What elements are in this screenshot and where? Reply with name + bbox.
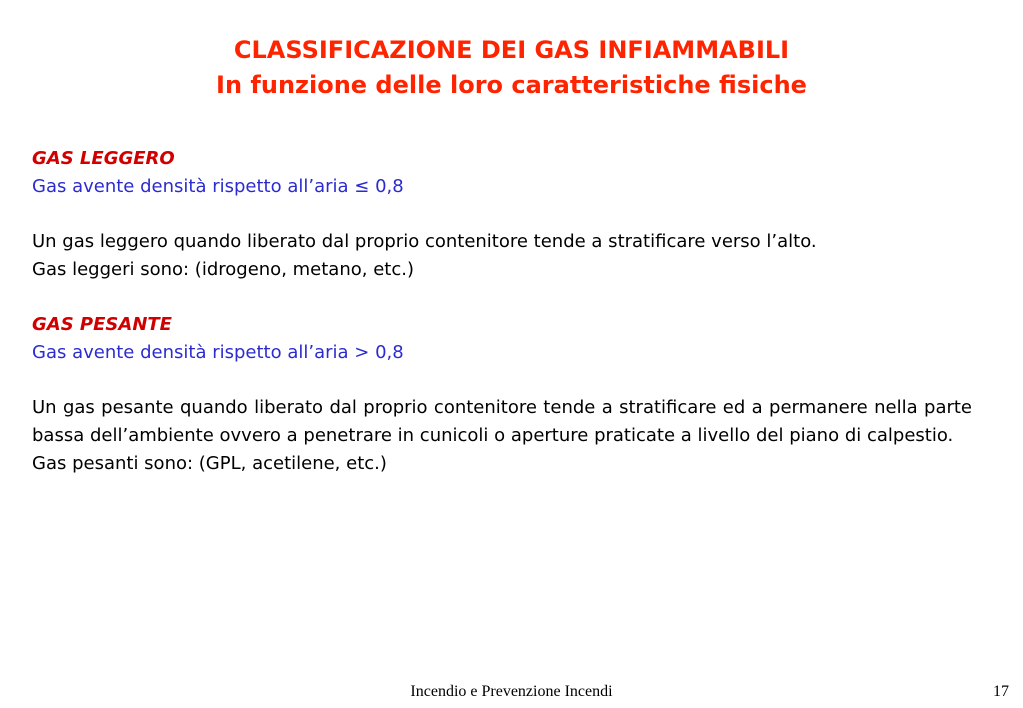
section-heading: GAS LEGGERO	[32, 148, 175, 169]
section-definition: Gas avente densità rispetto all’aria > 0,8	[32, 342, 404, 363]
section-examples: Gas pesanti sono: (GPL, acetilene, etc.)	[32, 453, 387, 474]
content-body	[32, 145, 972, 478]
section-examples: Gas leggeri sono: (idrogeno, metano, etc.)	[32, 259, 414, 280]
section-light-gas	[32, 145, 972, 284]
section-heavy-gas	[32, 311, 972, 478]
page-number: 17	[993, 683, 1009, 700]
slide-title: CLASSIFICAZIONE DEI GAS INFIAMMABILI	[233, 36, 790, 64]
slide-subtitle: In funzione delle loro caratteristiche fisiche	[216, 71, 807, 99]
section-heading: GAS PESANTE	[32, 314, 172, 335]
section-description: Un gas leggero quando liberato dal proprio contenitore tende a stratificare verso l’alto.	[32, 231, 817, 252]
footer-title: Incendio e Prevenzione Incendi	[410, 683, 613, 700]
title-block	[0, 33, 1023, 103]
section-description: Un gas pesante quando liberato dal proprio contenitore tende a stratificare ed a permanere nella parte bassa dell’ambiente ovvero a penetrare in cunicoli o aperture praticate a livello del piano di calpestio.	[32, 397, 972, 446]
section-definition: Gas avente densità rispetto all’aria ≤ 0,8	[32, 176, 404, 197]
